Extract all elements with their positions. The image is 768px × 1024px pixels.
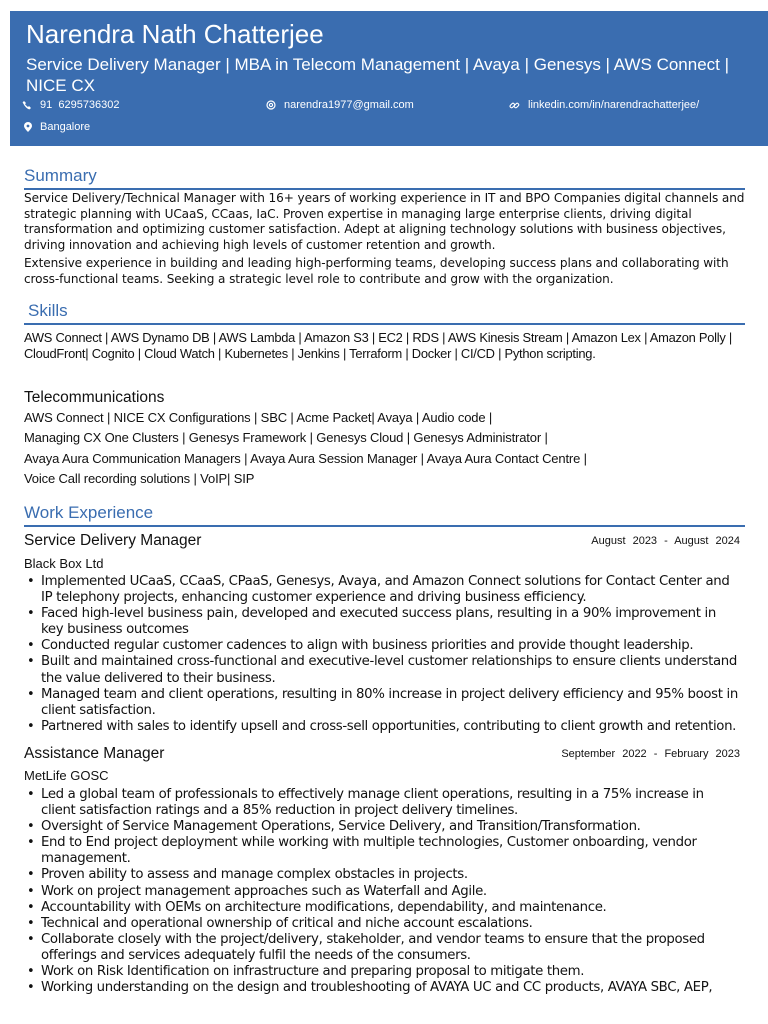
company-name: Black Box Ltd — [24, 556, 104, 571]
summary-section — [24, 166, 745, 288]
link-icon — [509, 100, 520, 111]
list-item: • Proven ability to assess and manage complex obstacles in projects. — [24, 867, 740, 883]
list-item: • Managed team and client operations, resulting in 80% increase in project delivery efficiency and 95% boost in client satisfaction. — [24, 687, 740, 719]
job-bullets — [24, 787, 740, 996]
list-item: • End to End project deployment while working with multiple technologies, Customer onboarding, vendor management. — [24, 835, 740, 867]
experience-section — [24, 503, 745, 527]
list-item: • Work on Risk Identification on infrastructure and preparing proposal to mitigate them. — [24, 964, 740, 980]
list-item: • Work on project management approaches such as Waterfall and Agile. — [24, 884, 740, 900]
contact-linkedin — [509, 99, 699, 111]
phone-icon — [22, 100, 32, 110]
linkedin-url: linkedin.com/in/narendrachatterjee/ — [528, 99, 700, 111]
location-pin-icon — [24, 122, 32, 132]
telecom-line: Avaya Aura Communication Managers | Avaya Aura Session Manager | Avaya Aura Contact Centre | — [24, 450, 587, 466]
list-item: • Implemented UCaaS, CCaaS, CPaaS, Genesys, Avaya, and Amazon Connect solutions for Contact Center and IP telephony projects, enhancing customer experience and driving business efficiency. — [24, 574, 740, 606]
job-title: Assistance Manager — [24, 745, 165, 762]
at-icon — [266, 100, 276, 110]
resume-header — [10, 11, 768, 146]
contact-email — [266, 99, 414, 111]
phone-number: 91 6295736302 — [40, 99, 120, 111]
candidate-name: Narendra Nath Chatterjee — [26, 19, 324, 49]
list-item: • Oversight of Service Management Operations, Service Delivery, and Transition/Transformation. — [24, 819, 740, 835]
list-item: • Led a global team of professionals to effectively manage client operations, resulting in a 75% increase in client satisfaction ratings and a 85% reduction in project delivery timelines. — [24, 787, 740, 819]
job-title: Service Delivery Manager — [24, 532, 202, 549]
contact-phone — [22, 99, 120, 111]
telecom-line: Managing CX One Clusters | Genesys Framework | Genesys Cloud | Genesys Administrator | — [24, 430, 548, 446]
job-dates: August 2023 - August 2024 — [591, 535, 740, 547]
list-item: • Technical and operational ownership of critical and niche account escalations. — [24, 916, 740, 932]
list-item: • Working understanding on the design and troubleshooting of AVAYA UC and CC products, AVAYA SBC, AEP, — [24, 980, 740, 996]
list-item: • Built and maintained cross-functional and executive-level customer relationships to ensure clients understand the value delivered to their business. — [24, 654, 740, 686]
telecom-subsection — [24, 389, 745, 490]
skills-list: AWS Connect | AWS Dynamo DB | AWS Lambda | Amazon S3 | EC2 | RDS | AWS Kinesis Stream | Amazon Lex | Amazon Polly | CloudFront| Cognito | Cloud Watch | Kubernetes | Jenkins | Terraform | Docker | CI/CD | Python scripting. — [24, 330, 733, 361]
summary-paragraph-2: Extensive experience in building and leading high-performing teams, developing success plans and collaborating with cross-functional teams. Seeking a strategic level role to contribute and grow with the organization. — [24, 256, 729, 286]
job-bullets — [24, 574, 740, 735]
location-text: Bangalore — [40, 121, 91, 133]
skills-section — [24, 301, 745, 361]
email-address: narendra1977@gmail.com — [284, 99, 414, 111]
list-item: • Partnered with sales to identify upsell and cross-sell opportunities, contributing to client growth and retention. — [24, 719, 740, 735]
experience-heading: Work Experience — [24, 503, 745, 527]
list-item: • Conducted regular customer cadences to align with business priorities and provide thought leadership. — [24, 638, 740, 654]
contact-location — [24, 121, 90, 133]
telecom-heading: Telecommunications — [24, 389, 165, 406]
skills-heading: Skills — [24, 301, 745, 325]
telecom-line: Voice Call recording solutions | VoIP| SIP — [24, 471, 255, 487]
summary-heading: Summary — [24, 166, 745, 190]
list-item: • Faced high-level business pain, developed and executed success plans, resulting in a 90% improvement in key business outcomes — [24, 606, 740, 638]
list-item: • Collaborate closely with the project/delivery, stakeholder, and vendor teams to ensure that the proposed offerings and services adequately fulfil the needs of the consumers. — [24, 932, 740, 964]
company-name: MetLife GOSC — [24, 768, 109, 783]
telecom-line: AWS Connect | NICE CX Configurations | SBC | Acme Packet| Avaya | Audio code | — [24, 410, 493, 425]
candidate-headline: Service Delivery Manager | MBA in Telecom Management | Avaya | Genesys | AWS Connect | NICE CX — [26, 55, 730, 95]
summary-paragraph-1: Service Delivery/Technical Manager with 16+ years of working experience in IT and BPO Companies digital channels and strategic planning with UCaaS, CCaas, IaC. Proven expertise in managing large enterprise clients, driving digital transformation and optimizing customer satisfaction. Adept at aligning technology solutions with business objectives, driving innovation and achieving high levels of customer retention and growth. — [24, 191, 745, 252]
list-item: • Accountability with OEMs on architecture modifications, dependability, and maintenance. — [24, 900, 740, 916]
job-dates: September 2022 - February 2023 — [561, 748, 740, 760]
